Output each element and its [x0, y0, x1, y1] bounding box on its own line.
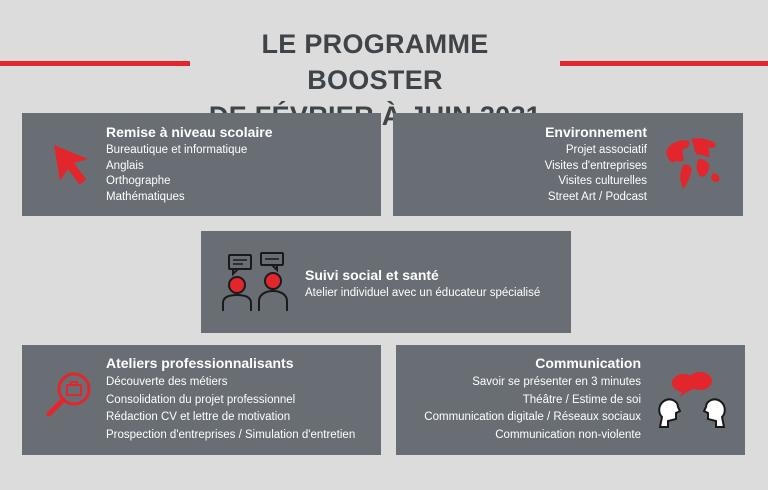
title-line-2: À	[381, 101, 402, 131]
card-title: Communication	[535, 355, 641, 371]
card-environnement	[393, 113, 743, 216]
globe-icon	[661, 135, 725, 195]
card-ateliers-professionnalisants	[22, 345, 381, 455]
heads-talking-icon	[656, 371, 728, 433]
list-item: Visites d'entreprises	[544, 159, 647, 172]
list-item: Orthographe	[106, 175, 171, 187]
list-item: Projet associatif	[565, 144, 647, 156]
list-item: Visites culturelles	[558, 175, 647, 187]
list-item: Découverte des métiers	[106, 376, 228, 388]
job-search-icon	[44, 369, 94, 419]
card-title: Ateliers professionnalisants	[106, 355, 294, 371]
people-chat-icon	[219, 251, 295, 313]
list-item: Atelier individuel avec un éducateur spécialisé	[305, 287, 541, 299]
list-item: Anglais	[106, 159, 144, 172]
card-suivi-social	[201, 231, 571, 333]
card-remise-a-niveau	[22, 113, 381, 216]
list-item: Consolidation du projet professionnel	[106, 393, 296, 406]
list-item: Prospection d'entreprises / Simulation d'entretien	[106, 428, 356, 441]
card-title: Suivi social et santé	[305, 267, 439, 283]
card-communication	[396, 345, 745, 455]
list-item: Savoir se présenter en 3 minutes	[472, 376, 641, 388]
list-item: Bureautique et informatique	[106, 144, 248, 156]
cursor-arrow-icon	[50, 141, 94, 189]
card-title: Remise à niveau scolaire	[106, 124, 273, 140]
list-item: Street Art / Podcast	[547, 190, 647, 203]
header-rule-right	[560, 61, 768, 66]
list-item: Mathématiques	[106, 190, 185, 203]
card-title: Environnement	[545, 124, 647, 140]
header-rule-left	[0, 61, 190, 66]
list-item: Communication non-violente	[495, 428, 641, 441]
title-line-1: LE PROGRAMME BOOSTER	[261, 29, 489, 95]
list-item: Théâtre / Estime de soi	[522, 393, 641, 406]
list-item: Rédaction CV et lettre de motivation	[106, 411, 291, 423]
list-item: Communication digitale / Réseaux sociaux	[424, 411, 641, 423]
